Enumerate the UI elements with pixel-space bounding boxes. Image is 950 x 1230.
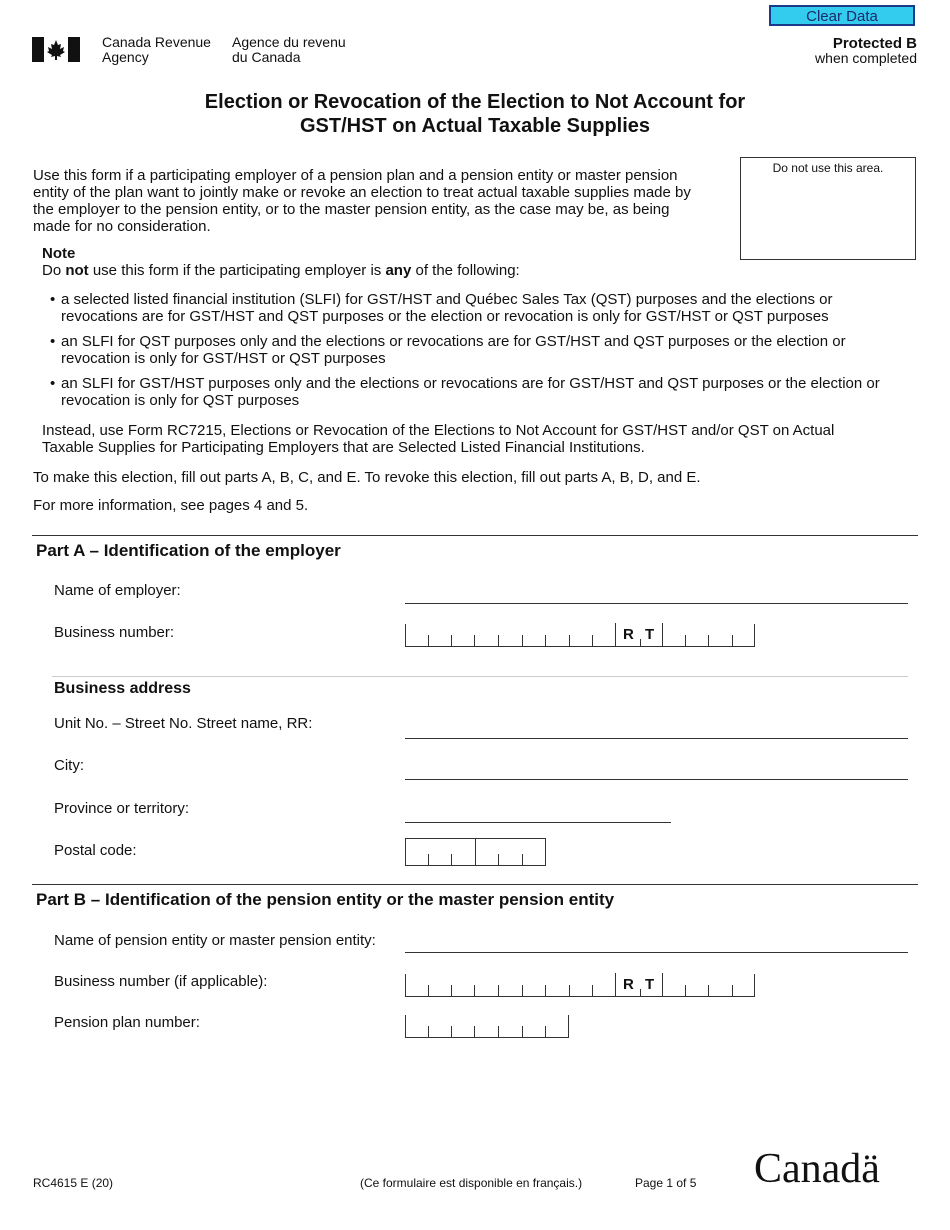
employer-name-label: Name of employer: xyxy=(54,582,181,599)
department-name-en: Canada Revenue Agency xyxy=(102,34,211,65)
rt-r: R xyxy=(623,626,634,643)
part-b-heading: Part B – Identification of the pension entity or the master pension entity xyxy=(36,890,615,909)
intro-paragraph: Use this form if a participating employer of a pension plan and a pension entity or master pension entity of the plan want to jointly make or revoke an election to treat actual taxable supplies made by the employer to the pension entity, or to the master pension entity, as the case may be, as being made for no consideration. xyxy=(33,167,691,235)
french-availability: (Ce formulaire est disponible en français.) xyxy=(360,1176,583,1190)
do-not-use-area: Do not use this area. xyxy=(740,157,916,260)
note-heading: Note xyxy=(42,245,76,262)
rt-t: T xyxy=(645,976,655,993)
pension-entity-name-field[interactable] xyxy=(405,952,908,953)
rt-t: T xyxy=(645,626,655,643)
canada-flag-icon xyxy=(32,37,80,62)
pension-entity-name-label: Name of pension entity or master pension entity: xyxy=(54,932,376,949)
business-address-heading: Business address xyxy=(54,680,191,697)
note-bullet-1: • a selected listed financial institution (SLFI) for GST/HST and Québec Sales Tax (QST) purposes and the elections or revocations are for GST/HST and QST purposes or the election or revocation is only for GST/HST or QST purposes xyxy=(50,291,833,325)
street-field[interactable] xyxy=(405,738,908,739)
street-label: Unit No. – Street No. Street name, RR: xyxy=(54,715,313,732)
page-number: Page 1 of 5 xyxy=(635,1176,697,1190)
form-title: Election or Revocation of the Election to Not Account for GST/HST on Actual Taxable Supplies xyxy=(204,91,746,137)
more-info-text: For more information, see pages 4 and 5. xyxy=(33,497,309,514)
pension-plan-number-field[interactable] xyxy=(405,1015,569,1038)
province-field[interactable] xyxy=(405,822,671,823)
postal-code-label: Postal code: xyxy=(54,842,137,859)
note-bullet-3: • an SLFI for GST/HST purposes only and the elections or revocations are for GST/HST and QST purposes or the election or revocation is only for QST purposes xyxy=(50,375,880,409)
employer-bn-field[interactable] xyxy=(405,624,755,647)
department-name-fr: Agence du revenu du Canada xyxy=(232,34,346,65)
part-a-heading: Part A – Identification of the employer xyxy=(36,541,341,560)
employer-name-field[interactable] xyxy=(405,603,908,604)
pension-bn-label: Business number (if applicable): xyxy=(54,973,268,990)
province-label: Province or territory: xyxy=(54,800,190,817)
part-b-divider xyxy=(32,884,918,885)
note-bullet-2: • an SLFI for QST purposes only and the elections or revocations are for GST/HST and QST purposes or the election or revocation is only for GST/HST or QST purposes xyxy=(50,333,846,367)
rt-r: R xyxy=(623,976,634,993)
form-code: RC4615 E (20) xyxy=(33,1176,114,1190)
employer-bn-label: Business number: xyxy=(54,624,175,641)
canada-wordmark-logo: Canadä xyxy=(754,1146,880,1192)
city-label: City: xyxy=(54,757,84,774)
note-line: Do not use this form if the participating employer is any of the following: xyxy=(42,262,520,279)
pension-bn-field[interactable] xyxy=(405,974,755,997)
note-instead: Instead, use Form RC7215, Elections or Revocation of the Elections to Not Account for GST/HST and/or QST on Actual Taxable Supplies for Participating Employers that are Selected Listed Financial Institutions. xyxy=(42,422,835,456)
clear-data-button[interactable]: Clear Data xyxy=(769,5,915,26)
address-divider xyxy=(52,676,908,677)
postal-code-field[interactable] xyxy=(405,838,546,866)
part-a-divider xyxy=(32,535,918,536)
city-field[interactable] xyxy=(405,779,908,780)
instructions-text: To make this election, fill out parts A, B, C, and E. To revoke this election, fill out parts A, B, D, and E. xyxy=(33,469,701,486)
pension-plan-number-label: Pension plan number: xyxy=(54,1014,200,1031)
protected-b-label: Protected B when completed xyxy=(815,35,917,66)
